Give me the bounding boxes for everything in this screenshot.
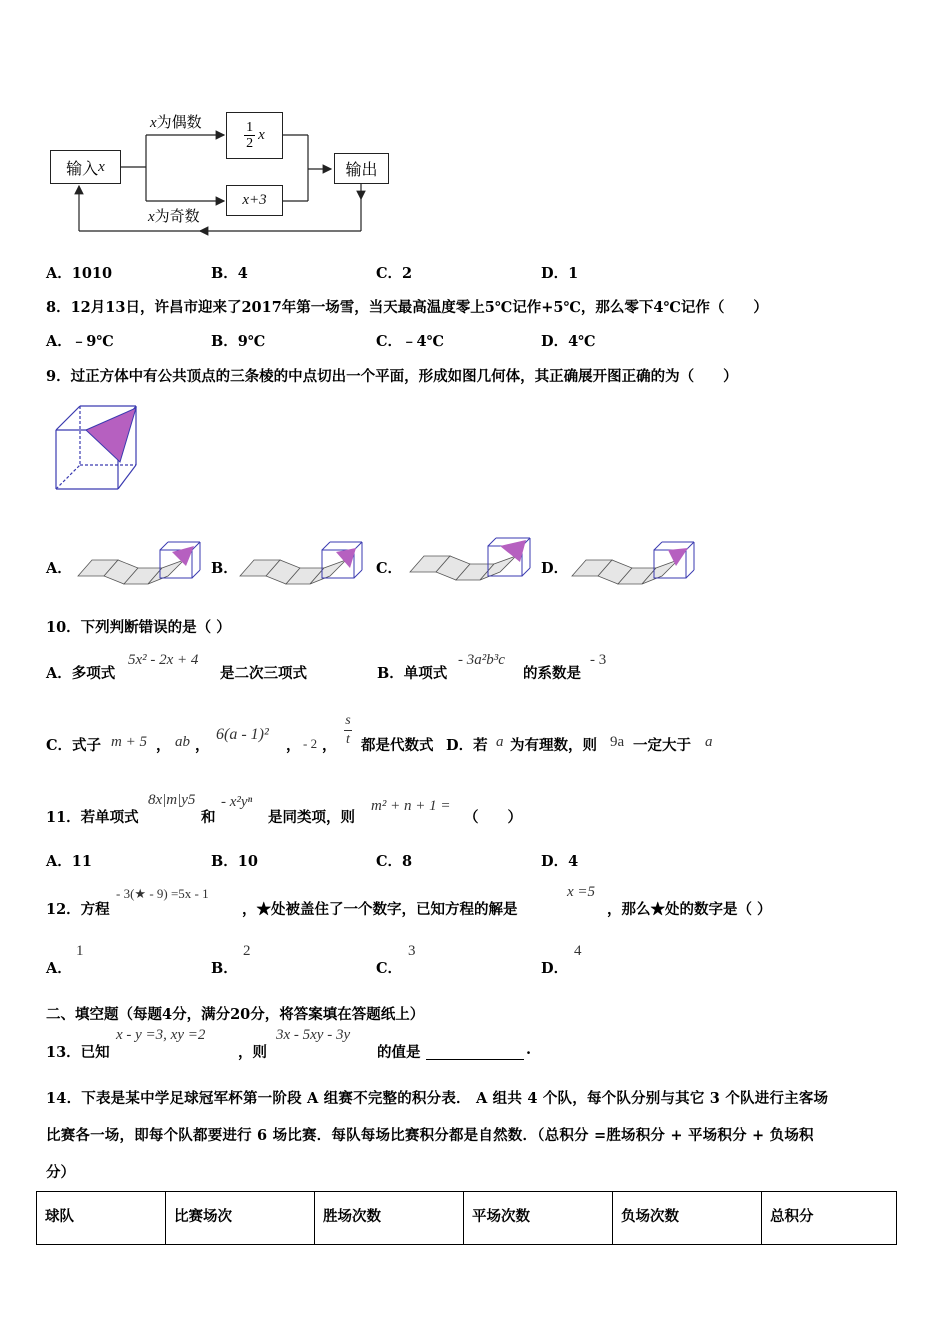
q10-a-suffix: 是二次三项式 [220,665,307,682]
q10-a-expr: 5x² - 2x + 4 [128,652,199,668]
even-text: 为偶数 [156,113,202,131]
q10-b-mid: 的系数是 [523,665,581,682]
q14-line-3: 分） [46,1164,75,1181]
q9-option-a-label: A． [46,560,72,577]
q10-question: 10．下列判断错误的是（ ） [46,619,231,636]
odd-label [148,205,200,226]
q9-option-c-label: C． [376,560,403,577]
col-total: 总积分 [762,1192,897,1245]
col-wins: 胜场次数 [315,1192,464,1245]
q12-option-d-label: D． [541,960,569,977]
q9-net-d [570,538,700,588]
col-losses: 负场次数 [613,1192,762,1245]
input-label: 输入 [66,160,99,178]
even-label [150,111,202,132]
q9-question: 9．过正方体中有公共顶点的三条棱的中点切出一个平面，形成如图几何体，其正确展开图正确的为（ ） [46,368,738,385]
q12-equation: - 3(★ - 9) =5x - 1 [116,886,209,901]
q10-row-cd [46,712,926,756]
input-var: x [98,158,105,175]
q13-condition: x - y =3, xy =2 [116,1027,206,1043]
q14-line-1: 14．下表是某中学足球冠军杯第一阶段 A 组赛不完整的积分表． A 组共 4 个队，每个队分别与其它 3 个队进行主客场 [46,1090,829,1107]
q11-option-d: D．4 [541,853,579,870]
q11-mid: 是同类项，则 [268,809,355,826]
q13-end: . [526,1041,532,1058]
q12-option-c-label: C． [376,960,403,977]
q10-c-frac-num: s [345,713,351,728]
q10-c-e1: m + 5 [111,734,147,750]
q8-option-b: B．9℃ [211,333,266,350]
q11-e2: - x²yⁿ [221,794,253,810]
q7-option-a: A．1010 [46,265,113,282]
q9-option-d-label: D． [541,560,569,577]
q9-net-a [76,538,206,588]
q7-option-b: B．4 [211,265,248,282]
q13-answer-blank[interactable] [426,1041,524,1060]
odd-text: 为奇数 [154,207,200,225]
q10-d-prefix: D．若 [446,737,488,754]
q10-comma-4: ， [322,737,337,754]
q11-e1: 8x|m|y5 [148,792,196,808]
q12-options [46,943,926,975]
half-den: 2 [246,136,254,151]
q10-c-prefix: C．式子 [46,737,102,754]
q8-question: 8．12月13日，许昌市迎来了2017年第一场雪，当天最高温度零上5℃记作+5℃，那么零下4℃记作（ ） [46,299,768,316]
q10-comma-1: ， [156,737,171,754]
plus3-text: x+3 [242,192,267,208]
q11-e3: m² + n + 1 = [371,798,451,814]
q10-d-mid2: 一定大于 [633,737,691,754]
half-var: x [258,127,265,143]
q10-comma-3: ， [286,737,301,754]
q12-option-a-label: A． [46,960,72,977]
q12-row [46,882,926,916]
half-x-box [226,112,283,159]
q8-option-d: D．4℃ [541,333,596,350]
q12-option-d-val: 4 [574,943,582,959]
q12-solution: x =5 [567,884,596,900]
q11-option-b: B．10 [211,853,258,870]
q11-prefix: 11．若单项式 [46,809,139,826]
q10-b-expr: - 3a²b³c [458,652,505,668]
q9-net-b [238,538,368,588]
q10-b-val: - 3 [590,652,607,668]
q12-mid: ，★处被盖住了一个数字，已知方程的解是 [242,901,518,918]
q10-c-frac-den: t [346,732,350,747]
q11-option-a: A．11 [46,853,92,870]
score-table [36,1191,897,1245]
q7-option-d: D．1 [541,265,579,282]
q10-d-mid: 为有理数，则 [510,737,597,754]
input-box [50,150,121,184]
q12-suffix: ，那么★处的数字是（ ） [607,901,772,918]
q10-c-suffix: 都是代数式 [361,737,434,754]
q9-net-c [408,534,538,588]
odd-var: x [148,209,155,225]
q13-prefix: 13．已知 [46,1044,110,1061]
half-fraction [244,120,255,151]
q11-suffix: （ ） [464,809,522,826]
q14-line-2: 比赛各一场，即每个队都要进行 6 场比赛．每队每场比赛积分都是自然数．（总积分 =胜场积分 + 平场积分 + 负场积 [46,1127,814,1144]
q13-expr: 3x - 5xy - 3y [276,1027,351,1043]
q10-d-expr: 9a [610,734,625,750]
q10-row-ab [46,652,926,682]
q8-option-c: C．﹣4℃ [376,333,445,350]
half-num: 1 [246,120,254,135]
q10-c-fraction [344,712,352,749]
section-2-title: 二、填空题（每题4分，满分20分，将答案填在答题纸上） [46,1006,425,1023]
col-team: 球队 [37,1192,166,1245]
q12-option-b-val: 2 [243,943,251,959]
q10-c-e4: - 2 [303,736,318,751]
q11-option-c: C．8 [376,853,413,870]
output-box [334,153,389,184]
q12-prefix: 12．方程 [46,901,110,918]
q11-and: 和 [201,809,216,826]
q10-b-prefix: B．单项式 [377,665,448,682]
q11-row [46,790,926,824]
q10-d-a2: a [705,734,713,750]
output-label: 输出 [345,162,378,179]
q12-option-a-val: 1 [76,943,84,959]
q10-d-a: a [496,734,504,750]
q7-option-c: C．2 [376,265,413,282]
plus3-box [226,185,283,216]
q10-c-e2: ab [175,734,190,750]
q10-a-prefix: A．多项式 [46,665,116,682]
q13-mid: ，则 [238,1044,267,1061]
score-table-header-row [37,1192,897,1245]
q13-suffix: 的值是 [377,1044,421,1061]
col-matches: 比赛场次 [166,1192,315,1245]
cube-figure [48,400,148,495]
even-var: x [150,115,157,131]
q13-row [46,1026,926,1060]
q12-option-c-val: 3 [408,943,416,959]
col-draws: 平场次数 [464,1192,613,1245]
q10-comma-2: ， [195,737,210,754]
q8-option-a: A．﹣9℃ [46,333,114,350]
q9-option-b-label: B． [211,560,238,577]
q10-c-e3: 6(a - 1)² [216,726,269,743]
q12-option-b-label: B． [211,960,238,977]
